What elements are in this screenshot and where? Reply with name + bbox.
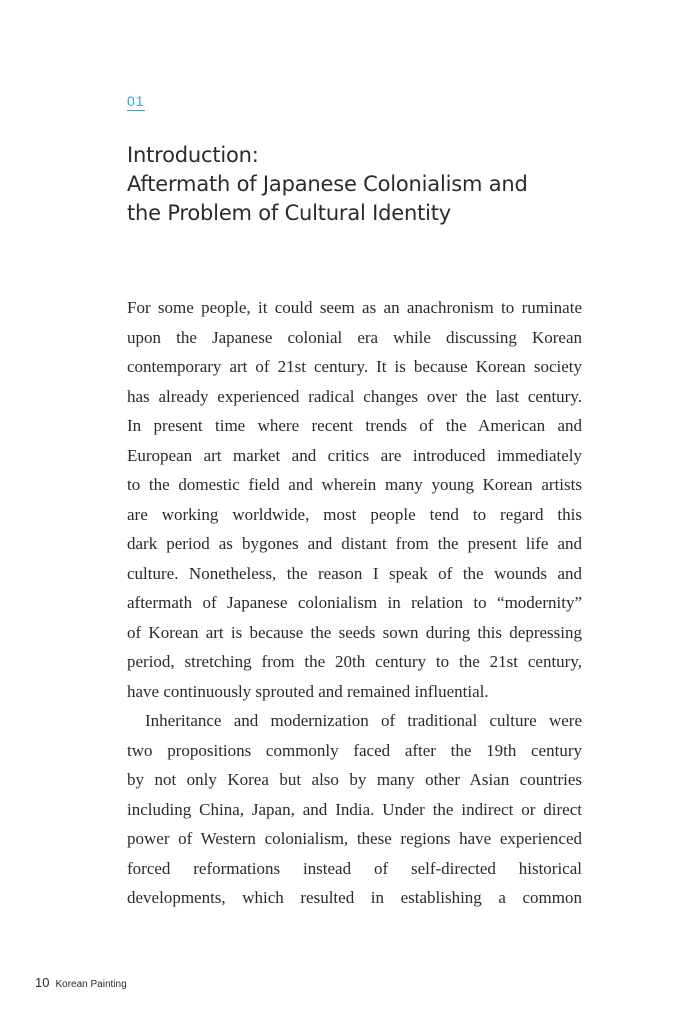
chapter-title-line: Introduction: — [127, 143, 259, 167]
text-line: upon the Japanese colonial era while discussing Korean — [127, 327, 582, 347]
chapter-title-line: the Problem of Cultural Identity — [127, 201, 452, 225]
chapter-number: 01 — [127, 93, 145, 109]
text-line: For some people, it could seem as an anachronism to ruminate — [127, 298, 582, 317]
text-line: contemporary art of 21st century. It is because Korean society — [127, 357, 582, 376]
text-line: culture. Nonetheless, the reason I speak of the wounds and — [127, 563, 582, 583]
text-line: period, stretching from the 20th century to the 21st century, — [127, 652, 582, 671]
text-line: including China, Japan, and India. Under the indirect or direct — [127, 799, 582, 819]
text-line: by not only Korea but also by many other Asian countries — [127, 770, 582, 789]
text-line: aftermath of Japanese colonialism in relation to “modernity” — [127, 593, 582, 612]
body-text — [127, 293, 582, 913]
text-line: has already experienced radical changes over the last century. — [127, 386, 582, 406]
text-line: two propositions commonly faced after the 19th century — [127, 740, 582, 760]
text-line: forced reformations instead of self-directed historical — [127, 858, 582, 878]
running-title: Korean Painting — [55, 979, 127, 990]
text-line: developments, which resulted in establishing a common — [127, 888, 582, 907]
text-line: are working worldwide, most people tend to regard this — [127, 504, 582, 524]
text-line: of Korean art is because the seeds sown during this depressing — [127, 622, 582, 642]
text-line: European art market and critics are introduced immediately — [127, 445, 582, 465]
text-line: power of Western colonialism, these regions have experienced — [127, 829, 582, 848]
page-footer — [35, 974, 127, 992]
text-line: have continuously sprouted and remained influential. — [127, 681, 489, 701]
chapter-title — [127, 141, 597, 228]
text-line: to the domestic field and wherein many young Korean artists — [127, 475, 582, 494]
page-number: 10 — [35, 975, 50, 990]
text-line: In present time where recent trends of the American and — [127, 416, 582, 435]
chapter-title-line: Aftermath of Japanese Colonialism and — [127, 172, 528, 196]
text-line: Inheritance and modernization of traditional culture were — [145, 711, 582, 730]
text-line: dark period as bygones and distant from the present life and — [127, 534, 582, 553]
